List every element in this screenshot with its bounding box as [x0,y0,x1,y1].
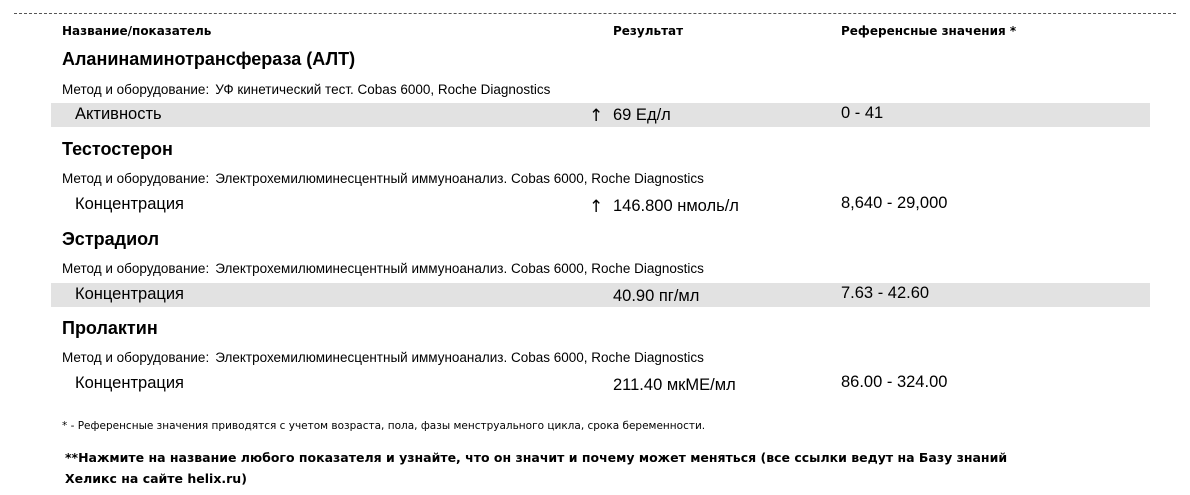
result-row [51,283,1150,307]
column-header-result: Результат [613,24,684,38]
method-label: Метод и оборудование: [62,171,210,186]
link-note-line-2: Хеликс на сайте helix.ru) [65,471,247,486]
link-note-line-1: **Нажмите на название любого показателя и узнайте, что он значит и почему может меняться (все ссылки ведут на Базу знаний [65,450,1008,465]
result-value: 69 Ед/л [613,106,671,124]
parameter-name: Концентрация [75,195,184,213]
method-line [62,82,550,97]
reference-range: 86.00 - 324.00 [841,373,948,391]
column-header-name: Название/показатель [62,24,212,38]
up-arrow-icon: ↑ [589,106,604,126]
dashed-separator [14,13,1176,14]
parameter-name: Активность [75,105,162,123]
method-value: Электрохемилюминесцентный иммуноанализ. Cobas 6000, Roche Diagnostics [215,171,704,186]
result-row [51,193,1150,217]
method-value: УФ кинетический тест. Cobas 6000, Roche Diagnostics [215,82,551,97]
reference-range: 8,640 - 29,000 [841,194,948,212]
test-name-prolactin[interactable]: Пролактин [62,318,158,338]
test-name-testosterone[interactable]: Тестостерон [62,139,173,159]
method-line [62,171,704,186]
result-row [51,372,1150,396]
footnote-reference: * - Референсные значения приводятся с учетом возраста, пола, фазы менструального цикла, срока беременности. [62,420,706,432]
result-row [51,103,1150,127]
result-value: 146.800 нмоль/л [613,197,739,215]
method-value: Электрохемилюминесцентный иммуноанализ. Cobas 6000, Roche Diagnostics [215,350,704,365]
method-line [62,350,704,365]
parameter-name: Концентрация [75,374,184,392]
method-label: Метод и оборудование: [62,350,210,365]
test-name-estradiol[interactable]: Эстрадиол [62,229,160,249]
method-label: Метод и оборудование: [62,261,210,276]
result-value: 211.40 мкМЕ/мл [613,376,736,394]
method-label: Метод и оборудование: [62,82,210,97]
test-name-alt[interactable]: Аланинаминотрансфераза (АЛТ) [62,49,356,69]
method-line [62,261,704,276]
column-header-reference: Референсные значения * [841,24,1017,38]
result-value: 40.90 пг/мл [613,287,700,305]
reference-range: 7.63 - 42.60 [841,284,930,302]
parameter-name: Концентрация [75,285,184,303]
up-arrow-icon: ↑ [589,197,604,217]
method-value: Электрохемилюминесцентный иммуноанализ. Cobas 6000, Roche Diagnostics [215,261,704,276]
reference-range: 0 - 41 [841,104,884,122]
